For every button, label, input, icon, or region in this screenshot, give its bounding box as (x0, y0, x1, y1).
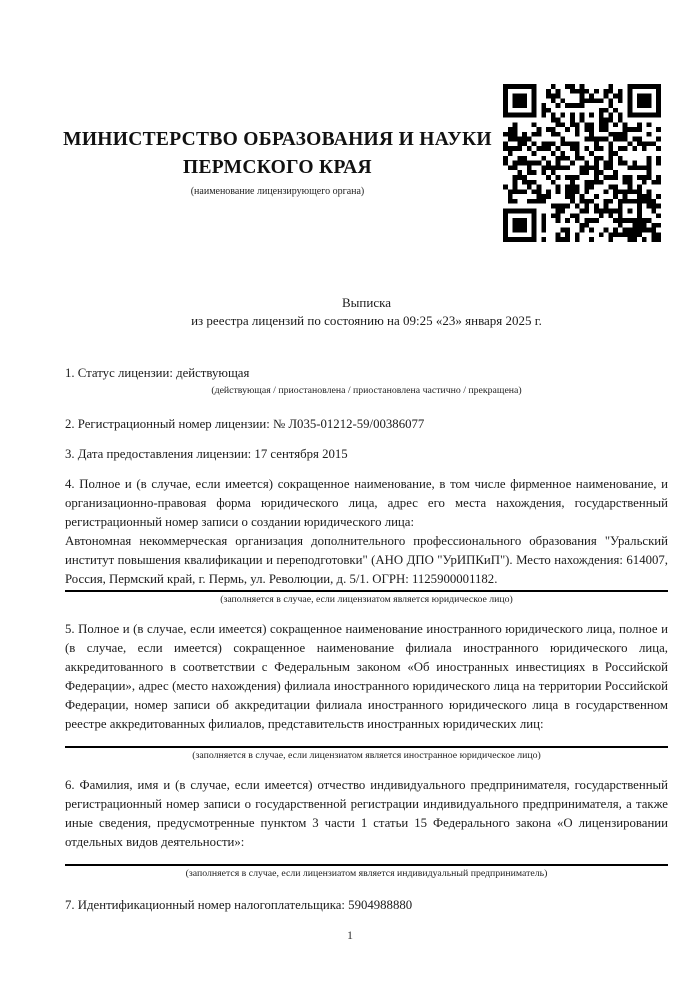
legal-entity-label: 4. Полное и (в случае, если имеется) сокращенное наименование, в том числе фирменное наименование, и организационно-правовая форма юридического лица, адрес его места нахождения, государственный регистрационный номер записи о создании юридического лица: (65, 477, 668, 529)
authority-name-line2: ПЕРМСКОГО КРАЯ (183, 157, 372, 178)
license-status-caption: (действующая / приостановлена / приостановлена частично / прекращена) (211, 385, 522, 396)
title-line1: Выписка (342, 295, 391, 310)
authority-caption: (наименование лицензирующего органа) (190, 186, 365, 197)
grant-date-text: 3. Дата предоставления лицензии: 17 сентября 2015 (65, 447, 348, 461)
item-license-status (65, 364, 668, 397)
entrepreneur-blank-field (65, 852, 668, 866)
document-title (65, 294, 668, 330)
item-foreign-entity (65, 620, 668, 762)
authority-name-line1: МИНИСТЕРСТВО ОБРАЗОВАНИЯ И НАУКИ (63, 129, 492, 150)
legal-entity-caption: (заполняется в случае, если лицензиатом является юридическое лицо) (220, 594, 513, 605)
foreign-entity-label: 5. Полное и (в случае, если имеется) сокращенное наименование иностранного юридического лица, полное и (в случае, если имеется) сокращенное наименование филиала иностранного юридического лица, аккредитованного в соответствии с Федеральным законом «Об иностранных инвестициях в Российской Федерации», адрес (место нахождения) филиала иностранного юридического лица на территории Российской Федерации, номер записи об аккредитации филиала иностранного юридического лица в государственном реестре аккредитованных филиалов, представительств иностранных юридических лиц: (65, 622, 668, 731)
registration-number-text: 2. Регистрационный номер лицензии: № Л035-01212-59/00386077 (65, 417, 425, 431)
item-taxpayer-number (65, 896, 668, 915)
taxpayer-number-text: 7. Идентификационный номер налогоплательщика: 5904988880 (65, 898, 413, 912)
license-status-text: 1. Статус лицензии: действующая (65, 366, 250, 380)
item-entrepreneur (65, 776, 668, 880)
item-grant-date (65, 445, 668, 464)
title-line2: из реестра лицензий по состоянию на 09:25 «23» января 2025 г. (191, 313, 542, 328)
item-registration-number (65, 415, 668, 434)
page-number: 1 (347, 928, 353, 942)
legal-entity-value: Автономная некоммерческая организация дополнительного профессионального образования "Уральский институт повышения квалификации и переподготовки" (АНО ДПО "УрИПКиП"). Место нахождения: 614007, Россия, Пермский край, г. Пермь, ул. Революции, д. 5/1. ОГРН: 1125900001182. (65, 532, 668, 592)
document-body (65, 0, 668, 915)
item-legal-entity (65, 475, 668, 606)
entrepreneur-label: 6. Фамилия, имя и (в случае, если имеется) отчество индивидуального предпринимателя, государственный регистрационный номер записи о государственной регистрации индивидуального предпринимателя, а также иные сведения, предусмотренные пунктом 3 части 1 статьи 15 Федерального закона «О лицензировании отдельных видов деятельности»: (65, 778, 668, 849)
foreign-entity-caption: (заполняется в случае, если лицензиатом является иностранное юридическое лицо) (192, 750, 541, 761)
entrepreneur-caption: (заполняется в случае, если лицензиатом является индивидуальный предприниматель) (185, 868, 548, 879)
foreign-entity-blank-field (65, 734, 668, 748)
